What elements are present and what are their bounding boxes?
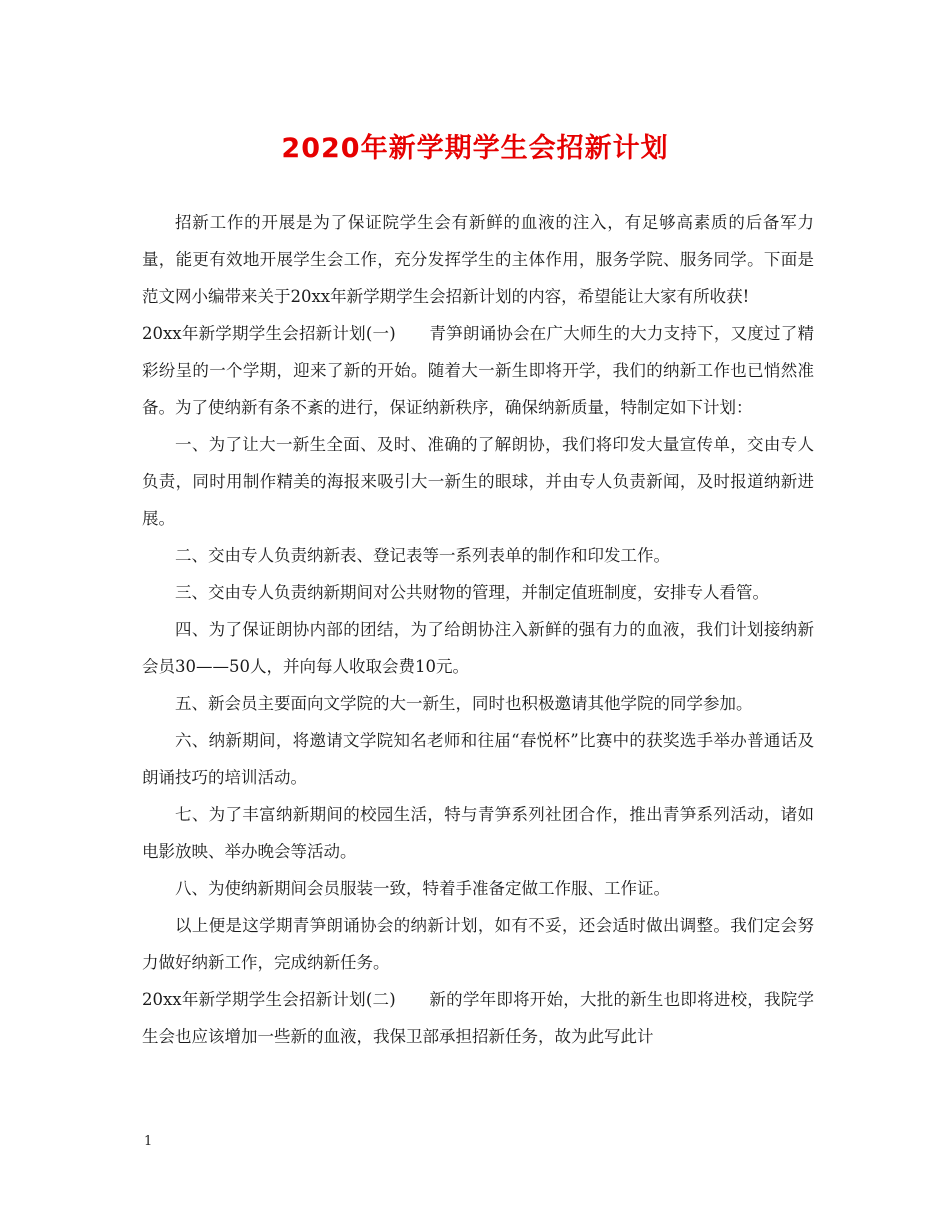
document-body xyxy=(142,204,814,1055)
paragraph-item-6: 六、纳新期间，将邀请文学院知名老师和往届“春悦杯”比赛中的获奖选手举办普通话及朗诵技巧的培训活动。 xyxy=(142,731,814,787)
page-number: 1 xyxy=(144,1134,153,1149)
paragraph-item-7: 七、为了丰富纳新期间的校园生活，特与青笋系列社团合作，推出青笋系列活动，诸如电影放映、举办晚会等活动。 xyxy=(142,805,814,861)
paragraph-item-4: 四、为了保证朗协内部的团结，为了给朗协注入新鲜的强有力的血液，我们计划接纳新会员30——50人，并向每人收取会费10元。 xyxy=(142,620,814,676)
paragraph-item-1: 一、为了让大一新生全面、及时、准确的了解朗协，我们将印发大量宣传单，交由专人负责，同时用制作精美的海报来吸引大一新生的眼球，并由专人负责新闻，及时报道纳新进展。 xyxy=(142,435,814,528)
paragraph-plan-two-heading: 20xx年新学期学生会招新计划(二) 新的学年即将开始，大批的新生也即将进校，我院学生会也应该增加一些新的血液，我保卫部承担招新任务，故为此写此计 xyxy=(142,990,814,1046)
paragraph-item-2: 二、交由专人负责纳新表、登记表等一系列表单的制作和印发工作。 xyxy=(175,546,670,565)
paragraph-intro: 招新工作的开展是为了保证院学生会有新鲜的血液的注入，有足够高素质的后备军力量，能更有效地开展学生会工作，充分发挥学生的主体作用，服务学院、服务同学。下面是范文网小编带来关于20xx年新学期学生会招新计划的内容，希望能让大家有所收获! xyxy=(142,213,814,306)
paragraph-item-3: 三、交由专人负责纳新期间对公共财物的管理，并制定值班制度，安排专人看管。 xyxy=(175,583,769,602)
paragraph-item-5: 五、新会员主要面向文学院的大一新生，同时也积极邀请其他学院的同学参加。 xyxy=(175,694,753,713)
paragraph-plan-one-heading: 20xx年新学期学生会招新计划(一) 青笋朗诵协会在广大师生的大力支持下，又度过了精彩纷呈的一个学期，迎来了新的开始。随着大一新生即将开学，我们的纳新工作也已悄然准备。为了使纳新有条不紊的进行，保证纳新秩序，确保纳新质量，特制定如下计划： xyxy=(142,324,814,417)
paragraph-conclusion: 以上便是这学期青笋朗诵协会的纳新计划，如有不妥，还会适时做出调整。我们定会努力做好纳新工作，完成纳新任务。 xyxy=(142,916,814,972)
document-title: 2020年新学期学生会招新计划 xyxy=(281,133,669,164)
paragraph-item-8: 八、为使纳新期间会员服装一致，特着手准备定做工作服、工作证。 xyxy=(175,879,670,898)
